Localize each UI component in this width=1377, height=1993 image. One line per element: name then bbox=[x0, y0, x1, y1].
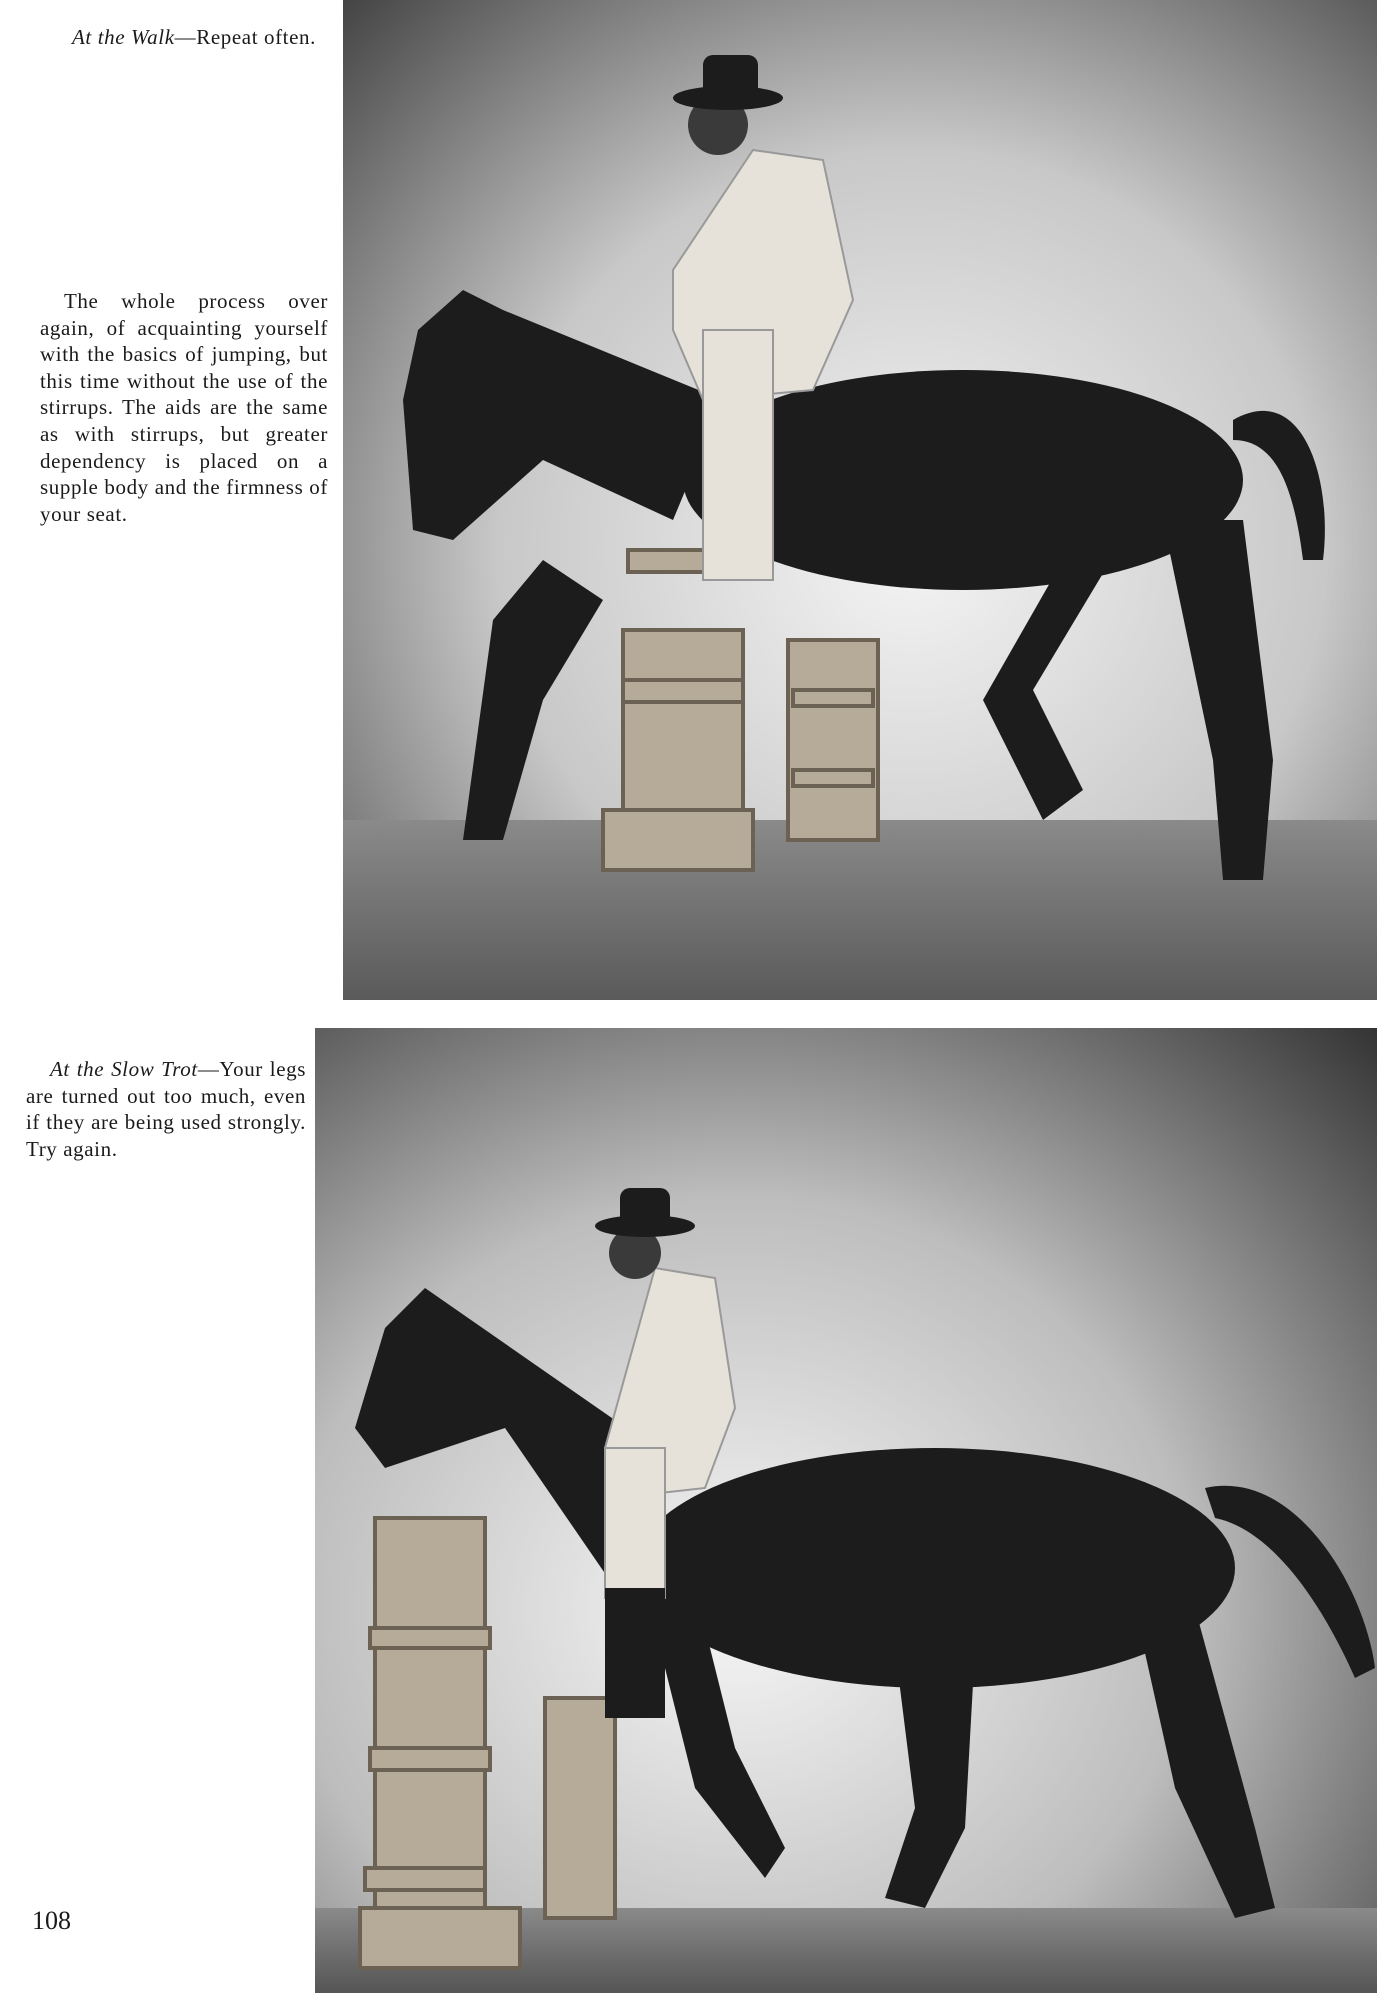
caption-italic: At the Walk bbox=[72, 25, 175, 49]
photo-rider-slow-trot-jump bbox=[315, 1028, 1377, 1993]
photo-rider-walk-jump bbox=[343, 0, 1377, 1000]
caption-italic: At the Slow Trot bbox=[50, 1057, 198, 1081]
caption-without-stirrups bbox=[40, 288, 328, 527]
caption-at-the-slow-trot bbox=[26, 1056, 306, 1162]
page-number: 108 bbox=[32, 1906, 71, 1935]
caption-text: —Repeat often. bbox=[174, 25, 316, 49]
caption-text: The whole process over again, of acquainting yourself with the basics of jumping, but this time without the use of the stirrups. The aids are the same as with stirrups, but greater dependency is placed on a supple body and the firmness of your seat. bbox=[40, 289, 328, 526]
caption-text: —Your legs are turned out too much, even if they are being used strongly. Try again. bbox=[26, 1057, 306, 1161]
caption-at-the-walk bbox=[48, 24, 332, 51]
